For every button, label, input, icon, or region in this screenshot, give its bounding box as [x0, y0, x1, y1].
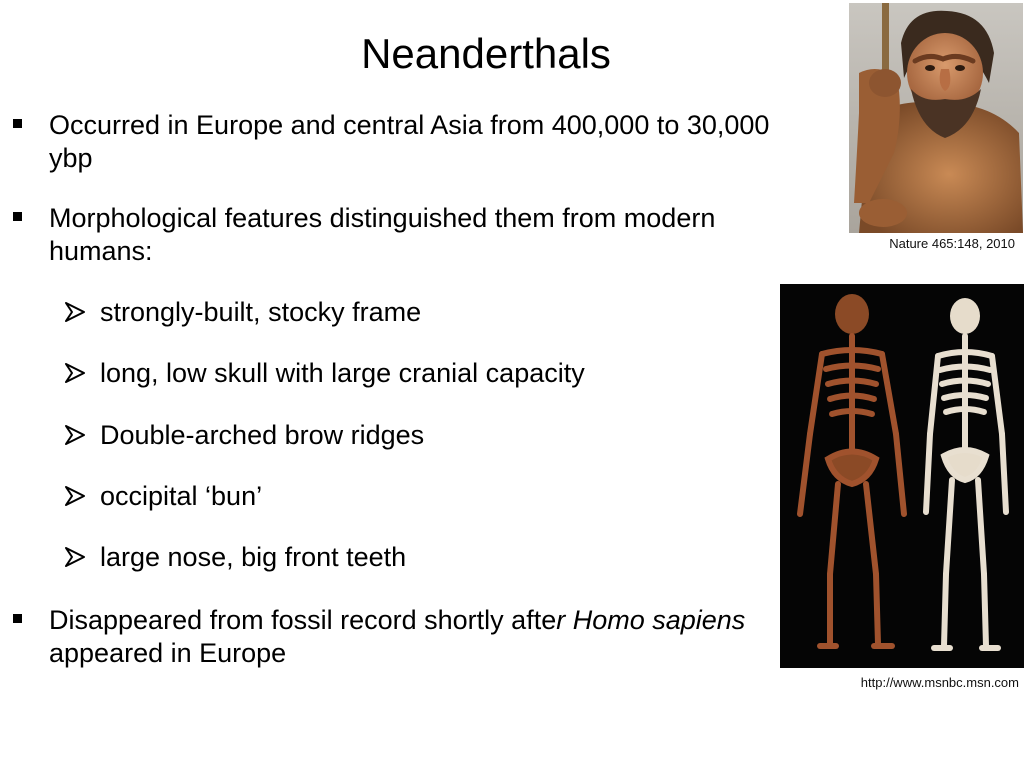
sub-bullet-item: [100, 541, 740, 574]
sub-bullet-item: [100, 419, 740, 452]
sub-bullet-text: strongly-built, stocky frame: [100, 297, 422, 327]
neanderthal-reconstruction-photo: [849, 3, 1023, 233]
bullet-text-part: appeared in Europe: [49, 638, 287, 668]
sub-bullet-text: long, low skull with large cranial capacity: [100, 358, 585, 388]
bullet-text: [49, 605, 745, 668]
arrowhead-bullet-icon: [64, 480, 86, 513]
bullet-item: [49, 202, 784, 268]
arrowhead-bullet-icon: [64, 296, 86, 329]
slide-title: Neanderthals: [361, 30, 611, 77]
bullet-item: [49, 604, 769, 670]
arrowhead-bullet-icon: [64, 541, 86, 574]
square-bullet-icon: [13, 202, 23, 235]
sub-bullet-item: [100, 296, 740, 329]
bullet-text-italic: r Homo sapiens: [556, 605, 746, 635]
image-caption: Nature 465:148, 2010: [889, 236, 1015, 251]
sub-bullet-item: [100, 480, 740, 513]
sub-bullet-text: Double-arched brow ridges: [100, 420, 425, 450]
skeletons-comparison-photo: [780, 284, 1024, 668]
sub-bullet-text: occipital ‘bun’: [100, 481, 263, 511]
arrowhead-bullet-icon: [64, 357, 86, 390]
square-bullet-icon: [13, 109, 23, 142]
bullet-item: [49, 109, 784, 175]
sub-bullet-item: [100, 357, 740, 390]
image-caption: http://www.msnbc.msn.com: [860, 675, 1019, 690]
arrowhead-bullet-icon: [64, 419, 86, 452]
square-bullet-icon: [13, 604, 23, 637]
bullet-text-part: Disappeared from fossil record shortly afte: [49, 605, 557, 635]
sub-bullet-text: large nose, big front teeth: [100, 542, 407, 572]
bullet-text: Morphological features distinguished them from modern humans:: [49, 203, 716, 266]
bullet-text: Occurred in Europe and central Asia from 400,000 to 30,000 ybp: [49, 110, 770, 173]
